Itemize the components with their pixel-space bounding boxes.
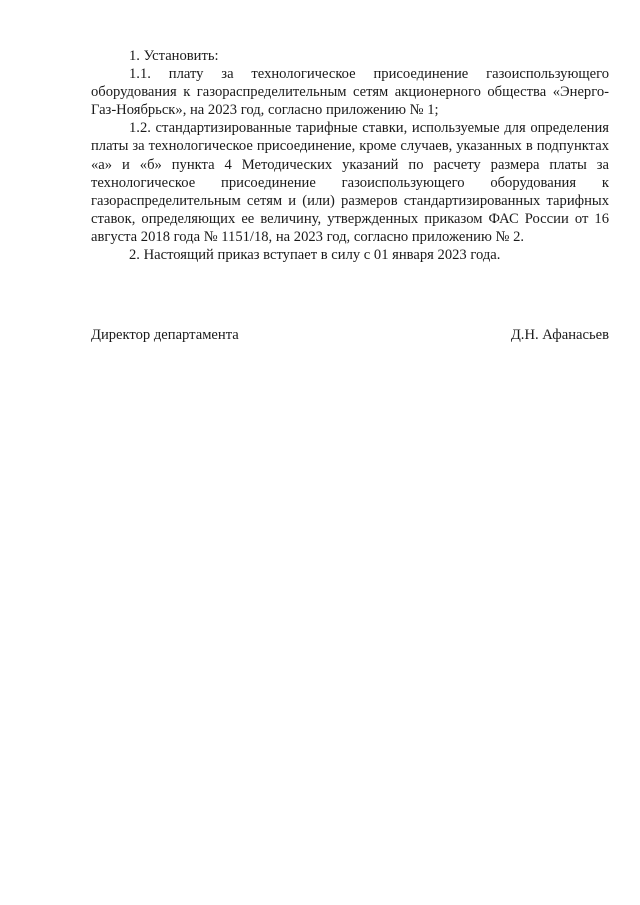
clause-1-1: 1.1. плату за технологическое присоединение газоиспользующего оборудования к газораспределительным сетям акционерного общества «Энерго-Газ-Ноябрьск», на 2023 год, согласно приложению № 1; xyxy=(91,66,609,119)
clause-2: 2. Настоящий приказ вступает в силу с 01 января 2023 года. xyxy=(129,247,501,264)
signatory-position: Директор департамента xyxy=(91,327,239,343)
clause-1-heading: 1. Установить: xyxy=(129,48,219,64)
clause-1-2: 1.2. стандартизированные тарифные ставки, используемые для определения платы за технологическое присоединение, кроме случаев, указанных в подпунктах «а» и «б» пункта 4 Методических указаний по расчету размера платы за технологическое присоединение газоиспользующего оборудования к газораспределительным сетям и (или) размеров стандартизированных тарифных ставок, определяющих ее величину, утвержденных приказом ФАС России от 16 августа 2018 года № 1151/18, на 2023 год, согласно приложению № 2. xyxy=(91,120,609,245)
document-body xyxy=(91,47,609,264)
signatory-name: Д.Н. Афанасьев xyxy=(510,327,609,343)
signature-block xyxy=(91,326,609,344)
